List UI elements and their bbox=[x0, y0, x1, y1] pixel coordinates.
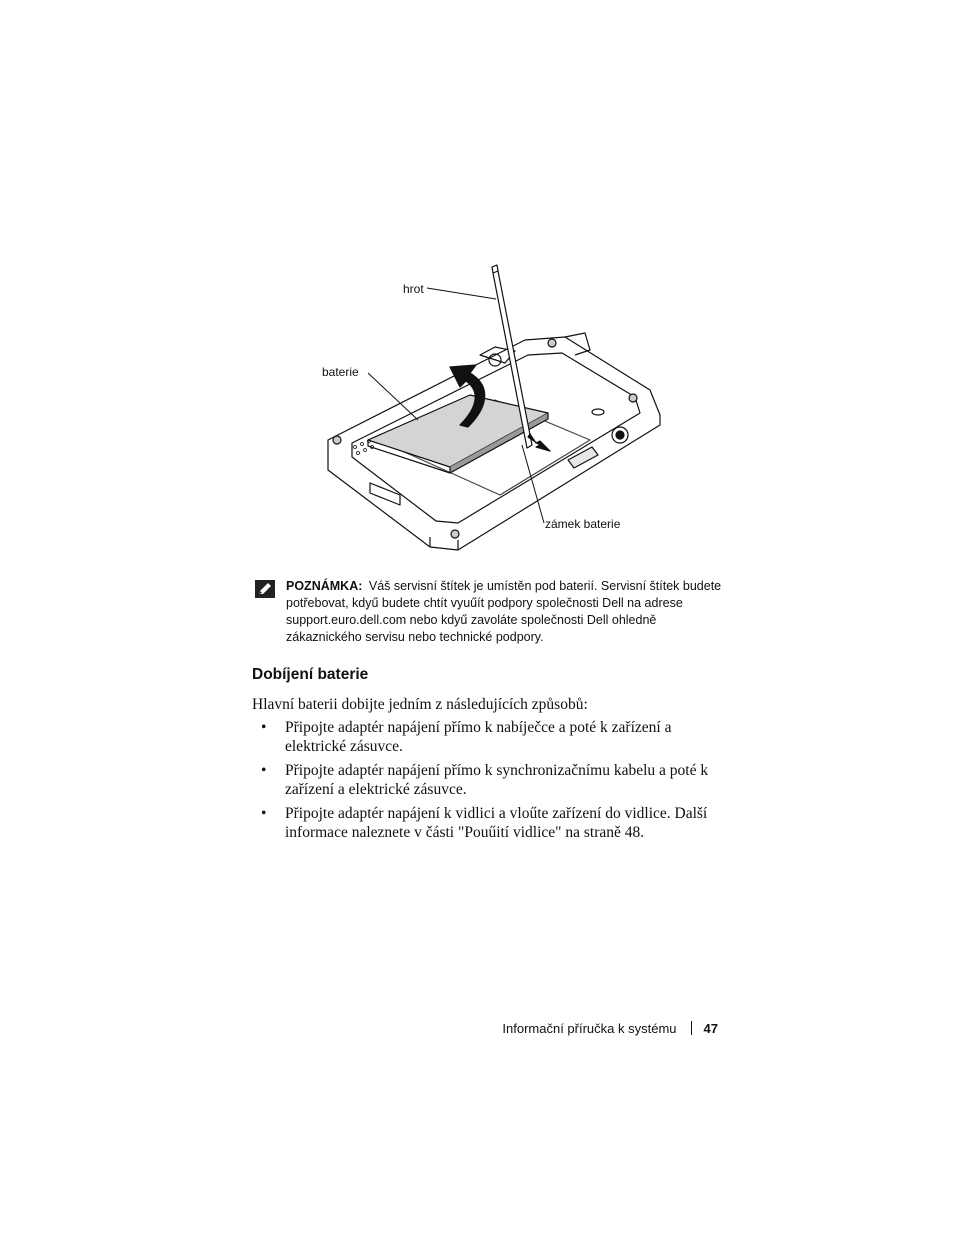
list-item: • Připojte adaptér napájení k vidlici a vloűte zařízení do vidlice. Další informace naleznete v části "Pouűití vidlice" na straně 48. bbox=[261, 805, 708, 841]
bullet-icon: • bbox=[261, 762, 267, 779]
note-body: Váš servisní štítek je umístěn pod baterií. Servisní štítek budete potřebovat, kdyű budete chtít vyuűít podpory společnosti Dell na adrese support.euro.dell.com nebo kdyű zavoláte společnosti Dell ohledně zákaznického servisu nebo technické podpory. bbox=[286, 579, 722, 644]
note-pencil-icon bbox=[255, 580, 275, 598]
footer-divider bbox=[691, 1021, 692, 1035]
screw-icon bbox=[333, 436, 341, 444]
callout-stylus: hrot bbox=[403, 282, 424, 296]
footer-title: Informační příručka k systému bbox=[502, 1021, 677, 1036]
list-item: • Připojte adaptér napájení přímo k nabíječce a poté k zařízení a elektrické zásuvce. bbox=[261, 719, 672, 755]
bullet-icon: • bbox=[261, 805, 267, 822]
section-intro: Hlavní baterii dobijte jedním z následujících způsobů: bbox=[252, 696, 588, 713]
note-text bbox=[286, 578, 726, 646]
note-label: POZNÁMKA: bbox=[286, 579, 363, 593]
bullet-icon: • bbox=[261, 719, 267, 736]
list-item: • Připojte adaptér napájení přímo k synchronizačnímu kabelu a poté k zařízení a elektrické zásuvce. bbox=[261, 762, 709, 798]
section-heading: Dobíjení baterie bbox=[252, 666, 369, 683]
bullet-list bbox=[252, 718, 732, 847]
callout-battery-lock: zámek baterie bbox=[545, 517, 621, 531]
pda-battery-drawing bbox=[300, 255, 680, 555]
callout-battery: baterie bbox=[322, 365, 359, 379]
device-illustration bbox=[300, 255, 680, 555]
page-footer bbox=[502, 1020, 718, 1038]
page-number: 47 bbox=[703, 1021, 718, 1036]
